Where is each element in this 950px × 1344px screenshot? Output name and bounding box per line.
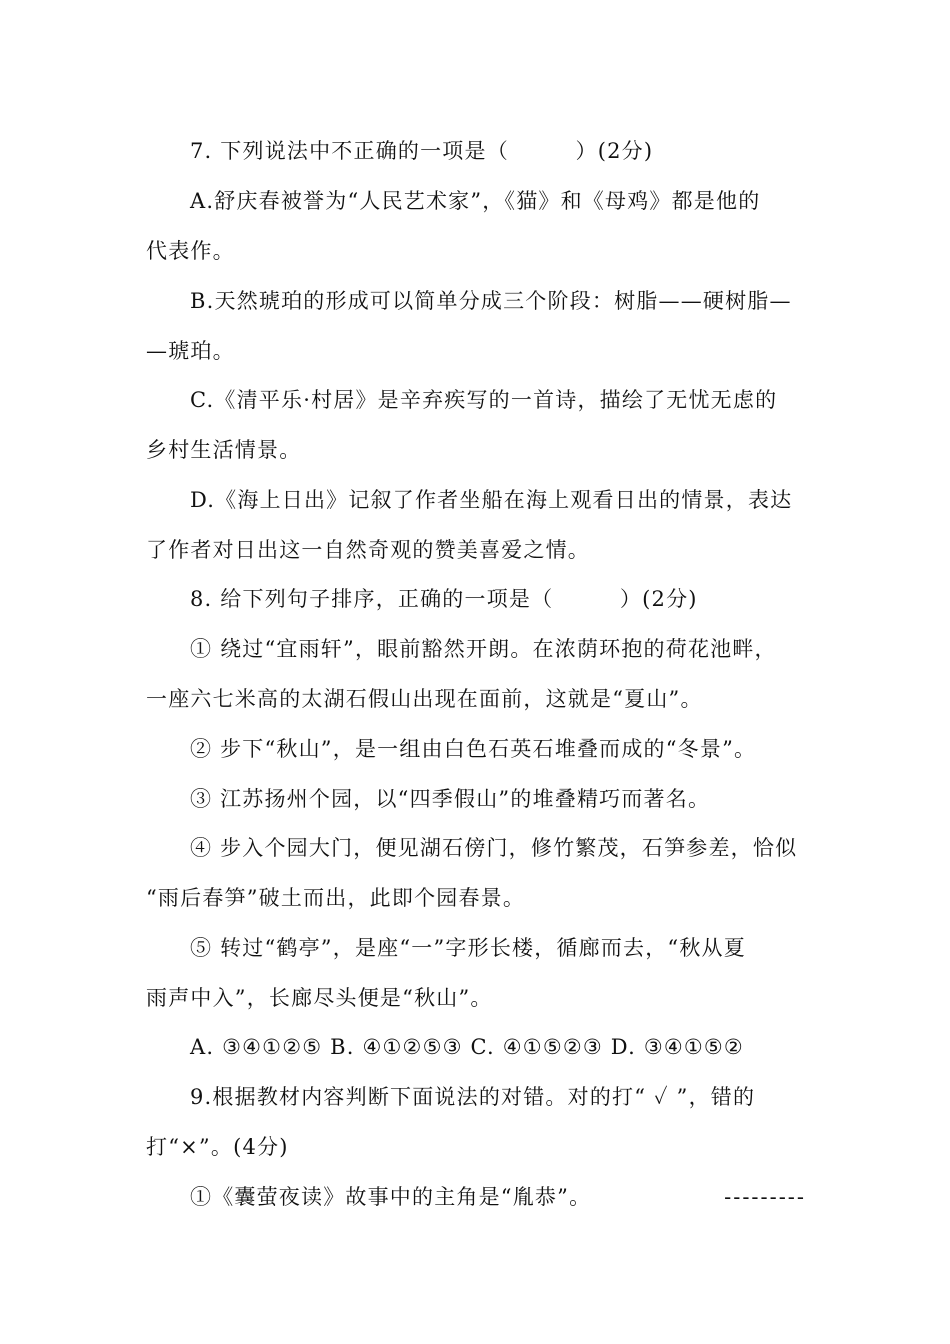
question-8-sentence-4-cont: “雨后春笋”破土而出，此即个园春景。 bbox=[146, 886, 526, 910]
question-7-option-d: D.《海上日出》记叙了作者坐船在海上观看日出的情景，表达 bbox=[190, 488, 793, 512]
question-8-sentence-1: ① 绕过“宜雨轩”，眼前豁然开朗。在浓荫环抱的荷花池畔， bbox=[190, 637, 777, 661]
question-9-stem: 9.根据教材内容判断下面说法的对错。对的打“ ✓ ”，错的 bbox=[190, 1085, 756, 1109]
question-8-stem: 8. 给下列句子排序，正确的一项是（ ）(2分) bbox=[190, 587, 698, 611]
question-8-sentence-3: ③ 江苏扬州个园，以“四季假山”的堆叠精巧而著名。 bbox=[190, 787, 711, 811]
question-7-option-c-cont: 乡村生活情景。 bbox=[146, 438, 302, 462]
question-8-sentence-1-cont: 一座六七米高的太湖石假山出现在面前，这就是“夏山”。 bbox=[146, 687, 703, 711]
question-7-option-a: A.舒庆春被誉为“人民艺术家”，《猫》和《母鸡》都是他的 bbox=[190, 189, 761, 213]
question-8-options: A. ③④①②⑤ B. ④①②⑤③ C. ④①⑤②③ D. ③④①⑤② bbox=[190, 1035, 744, 1059]
question-7-option-c: C.《清平乐·村居》是辛弃疾写的一首诗，描绘了无忧无虑的 bbox=[190, 388, 778, 412]
question-8-sentence-2: ② 步下“秋山”，是一组由白色石英石堆叠而成的“冬景”。 bbox=[190, 737, 757, 761]
answer-blank[interactable]: --------- bbox=[724, 1185, 806, 1209]
question-7-option-d-cont: 了作者对日出这一自然奇观的赞美喜爱之情。 bbox=[146, 538, 590, 562]
question-7-option-a-cont: 代表作。 bbox=[146, 239, 235, 263]
question-7-option-b-cont: —琥珀。 bbox=[146, 339, 235, 363]
question-8-sentence-5: ⑤ 转过“鹤亭”，是座“一”字形长楼，循廊而去，“秋从夏 bbox=[190, 936, 746, 960]
question-9-item-1 bbox=[190, 1182, 806, 1212]
question-7-stem: 7. 下列说法中不正确的一项是（ ）(2分) bbox=[190, 139, 654, 163]
question-9-stem-cont: 打“×”。(4分) bbox=[146, 1135, 289, 1159]
question-8-sentence-5-cont: 雨声中入”，长廊尽头便是“秋山”。 bbox=[146, 986, 493, 1010]
question-9-item-1-text: ①《囊萤夜读》故事中的主角是“胤恭”。 bbox=[190, 1185, 592, 1209]
question-8-sentence-4: ④ 步入个园大门，便见湖石傍门，修竹繁茂，石笋参差，恰似 bbox=[190, 836, 798, 860]
question-7-option-b: B.天然琥珀的形成可以简单分成三个阶段：树脂——硬树脂— bbox=[190, 289, 792, 313]
